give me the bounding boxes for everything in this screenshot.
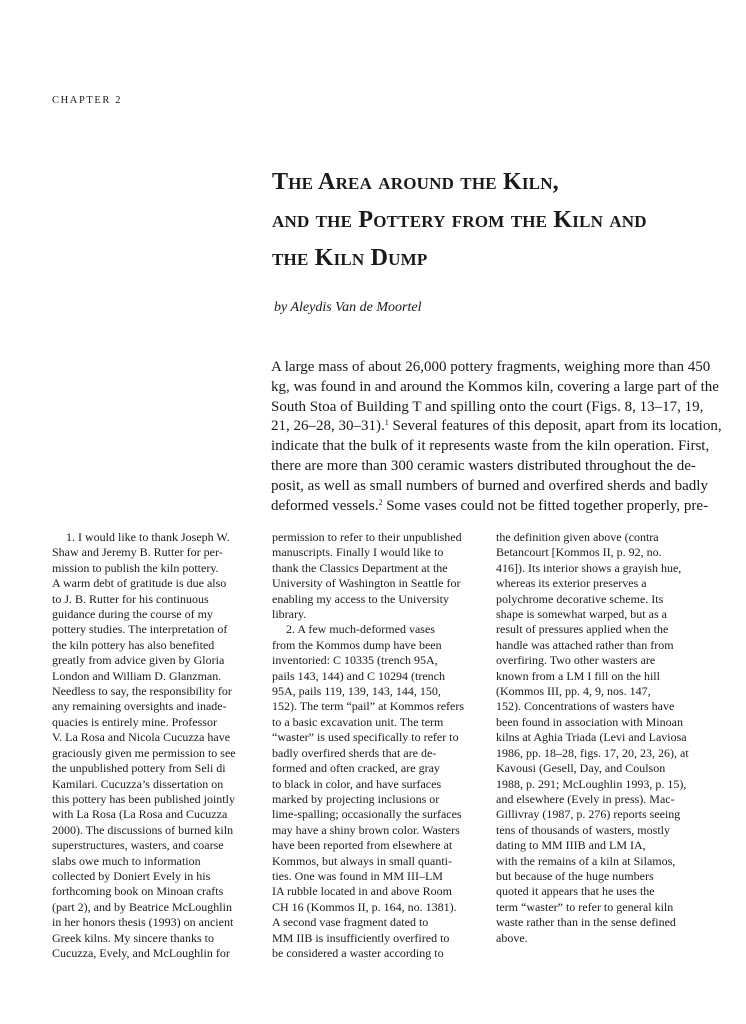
footnote-line: quoted it appears that he uses the [496,884,655,899]
body-line: kg, was found in and around the Kommos kiln, covering a large part of the [271,378,719,395]
footnote-line: the definition given above (contra [496,530,659,544]
footnote-line: enabling my access to the University [272,591,449,606]
footnote-line: 152). Concentrations of wasters have [496,699,675,714]
footnote-line: to a basic excavation unit. The term [272,714,444,729]
footnote-line: thank the Classics Department at the [272,560,448,575]
footnote-line: London and William D. Glanzman. [52,668,222,683]
footnote-line: lime-spalling; occasionally the surfaces [272,807,462,822]
body-line-segment: deformed vessels. [271,497,379,514]
body-line: there are more than 300 ceramic wasters distributed throughout the de- [271,457,696,474]
footnote-line: Greek kilns. My sincere thanks to [52,930,214,945]
footnote-line: Needless to say, the responsibility for [52,684,232,699]
body-line: posit, as well as small numbers of burned and overfired sherds and badly [271,477,708,494]
footnote-line: manuscripts. Finally I would like to [272,545,444,560]
footnote-line: whereas its exterior preserves a [496,576,647,591]
footnote-column-1 [52,530,257,961]
footnote-line: in her honors thesis (1993) on ancient [52,915,234,930]
footnote-line: shape is somewhat warped, but as a [496,607,667,622]
footnote-column-2 [272,530,477,961]
footnote-line: A warm debt of gratitude is due also [52,576,227,591]
footnote-line: permission to refer to their unpublished [272,530,462,544]
footnote-line: ties. One was found in MM III–LM [272,868,443,883]
footnote-line: Kommos, but always in small quanti- [272,853,452,868]
footnote-line: polychrome decorative scheme. Its [496,591,664,606]
footnote-line: above. [496,930,528,945]
footnote-line: 95A, pails 119, 139, 143, 144, 150, [272,684,441,699]
footnote-line: 1. I would like to thank Joseph W. [66,530,230,544]
footnote-line: quacies is entirely mine. Professor [52,714,217,729]
footnote-column-3 [496,530,701,946]
footnote-line: waste rather than in the sense defined [496,915,676,930]
footnote-line: IA rubble located in and above Room [272,884,452,899]
footnote-line: to black in color, and have surfaces [272,776,442,791]
footnote-line: 1986, pp. 18–28, figs. 17, 20, 23, 26), at [496,745,689,760]
footnote-line: dating to MM IIIB and LM IA, [496,838,646,853]
footnote-line: and elsewhere (Evely in press). Mac- [496,791,675,806]
body-paragraph [271,358,722,516]
footnote-line: greatly from advice given by Gloria [52,653,225,668]
footnote-line: badly overfired sherds that are de- [272,745,437,760]
footnote-line: graciously given me permission to see [52,745,236,760]
footnote-line: kilns at Aghia Triada (Levi and Laviosa [496,730,687,745]
footnote-line: tens of thousands of wasters, mostly [496,822,670,837]
footnote-line: to J. B. Rutter for his continuous [52,591,209,606]
footnote-line: guidance during the course of my [52,607,213,622]
title-line: and the Pottery from the Kiln and [272,207,647,233]
footnote-line: inventoried: C 10335 (trench 95A, [272,653,438,668]
footnote-line: pails 143, 144) and C 10294 (trench [272,668,445,683]
footnote-ref[interactable]: 1 [384,418,389,428]
footnote-ref[interactable]: 2 [378,497,383,507]
footnote-line: MM IIB is insufficiently overfired to [272,930,450,945]
footnote-line: Betancourt [Kommos II, p. 92, no. [496,545,662,560]
footnote-line: 1988, p. 291; McLoughlin 1993, p. 15), [496,776,687,791]
footnote-line: been found in association with Minoan [496,714,683,729]
footnote-line: 2. A few much-deformed vases [286,622,435,637]
footnote-line: with La Rosa (La Rosa and Cucuzza [52,807,228,822]
body-line: South Stoa of Building T and spilling onto the court (Figs. 8, 13–17, 19, [271,398,704,415]
footnote-line: result of pressures applied when the [496,622,669,637]
footnote-line: 416]). Its interior shows a grayish hue, [496,560,682,575]
body-line [271,417,722,437]
body-line: indicate that the bulk of it represents waste from the kiln operation. First, [271,438,710,455]
body-line [271,497,709,517]
footnote-line: Shaw and Jeremy B. Rutter for per- [52,545,223,560]
footnote-line: V. La Rosa and Nicola Cucuzza have [52,730,231,745]
footnote-line: superstructures, wasters, and coarse [52,838,224,853]
body-line-segment: 21, 26–28, 30–31). [271,418,385,435]
footnote-line: collected by Doniert Evely in his [52,868,211,883]
title-line: the Kiln Dump [272,245,428,271]
footnote-line: “waster” is used specifically to refer to [272,730,459,745]
footnote-line: the unpublished pottery from Seli di [52,761,226,776]
body-line-segment: Several features of this deposit, apart from its location, [392,418,722,435]
title-line: The Area around the Kiln, [272,169,559,195]
footnote-line: the kiln pottery has also benefited [52,637,215,652]
footnote-line: slabs owe much to information [52,853,201,868]
author-byline: by Aleydis Van de Moortel [274,300,422,315]
footnote-line: A second vase fragment dated to [272,915,429,930]
footnote-line: library. [272,607,307,622]
footnote-line: may have a shiny brown color. Wasters [272,822,460,837]
footnote-line: mission to publish the kiln pottery. [52,560,219,575]
footnote-line: Kamilari. Cucuzza’s dissertation on [52,776,224,791]
footnote-line: any remaining oversights and inade- [52,699,227,714]
footnote-line: forthcoming book on Minoan crafts [52,884,224,899]
footnote-line: this pottery has been published jointly [52,791,235,806]
chapter-label: CHAPTER 2 [52,95,123,106]
footnote-line: overfiring. Two other wasters are [496,653,656,668]
body-line: A large mass of about 26,000 pottery fragments, weighing more than 450 [271,359,711,375]
footnote-line: but because of the huge numbers [496,868,654,883]
footnote-line: marked by projecting inclusions or [272,791,440,806]
footnote-line: pottery studies. The interpretation of [52,622,228,637]
footnote-line: have been reported from elsewhere at [272,838,453,853]
footnote-line: (part 2), and by Beatrice McLoughlin [52,899,232,914]
footnote-line: Gillivray (1987, p. 276) reports seeing [496,807,681,822]
footnote-line: from the Kommos dump have been [272,637,442,652]
body-line-segment: Some vases could not be fitted together properly, pre- [386,497,709,514]
footnote-line: known from a LM I fill on the hill [496,668,660,683]
footnote-line: be considered a waster according to [272,945,444,960]
footnote-line: 152). The term “pail” at Kommos refers [272,699,465,714]
footnote-line: CH 16 (Kommos II, p. 164, no. 1381). [272,899,457,914]
footnote-line: (Kommos III, pp. 4, 9, nos. 147, [496,684,651,699]
footnote-line: Kavousi (Gesell, Day, and Coulson [496,761,666,776]
footnote-line: formed and often cracked, are gray [272,761,440,776]
footnote-line: handle was attached rather than from [496,637,674,652]
footnote-line: 2000). The discussions of burned kiln [52,822,234,837]
footnote-line: Cucuzza, Evely, and McLoughlin for [52,945,230,960]
footnote-line: with the remains of a kiln at Silamos, [496,853,676,868]
footnote-line: University of Washington in Seattle for [272,576,461,591]
chapter-title [272,163,732,277]
footnote-line: term “waster” to refer to general kiln [496,899,674,914]
